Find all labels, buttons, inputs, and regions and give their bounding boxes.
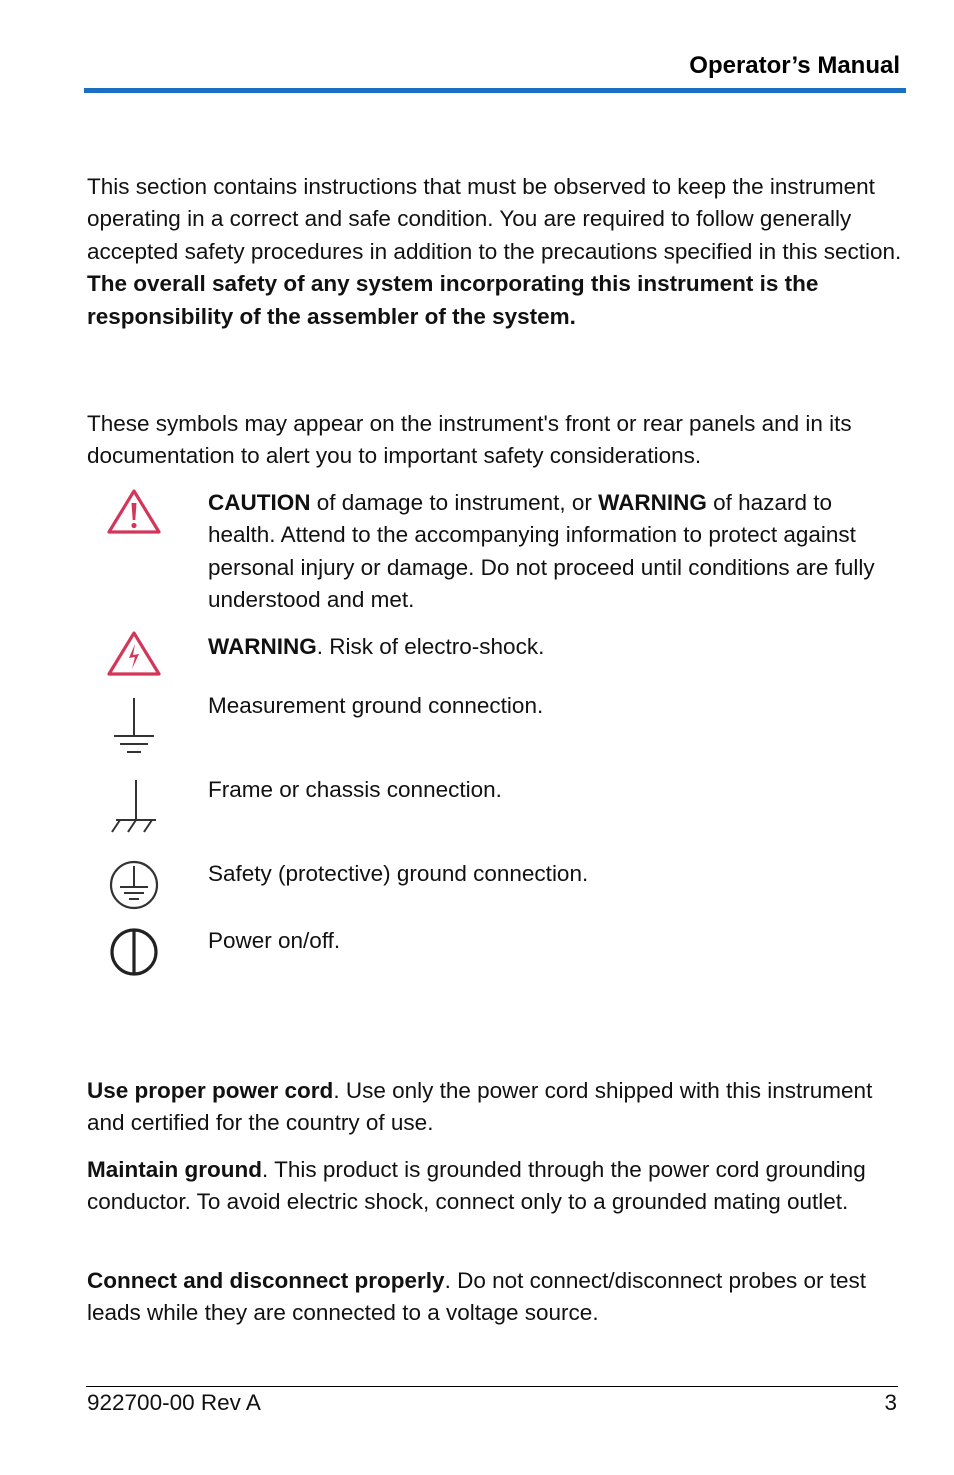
caution-text-1: of damage to instrument, or <box>310 490 599 515</box>
rule-connect-properly <box>87 1265 902 1330</box>
rule-maintain-ground <box>87 1154 902 1219</box>
measurement-ground-text: Measurement ground connection. <box>208 693 544 718</box>
intro-bold-text: The overall safety of any system incorporating this instrument is the responsibility of the assembler of the system. <box>87 271 819 329</box>
header-divider <box>84 88 906 93</box>
chassis-ground-icon <box>105 778 163 834</box>
chassis-text: Frame or chassis connection. <box>208 777 502 802</box>
intro-paragraph <box>87 171 902 333</box>
rule-power-cord-text: . Use only the power cord shipped with this instrument and certified for the country of use. <box>87 1078 873 1136</box>
rule-connect-properly-text: . Do not connect/disconnect probes or test leads while they are connected to a voltage source. <box>87 1268 867 1326</box>
shock-description <box>208 631 898 663</box>
shock-warning-label: WARNING <box>208 634 317 659</box>
rule-power-cord <box>87 1075 902 1140</box>
symbols-intro-paragraph: These symbols may appear on the instrument's front or rear panels and in its documentation to alert you to important safety considerations. <box>87 411 852 469</box>
caution-label: CAUTION <box>208 490 311 515</box>
protective-ground-text: Safety (protective) ground connection. <box>208 861 589 886</box>
rule-maintain-ground-text: . This product is grounded through the power cord grounding conductor. To avoid electric shock, connect only to a grounded mating outlet. <box>87 1157 866 1215</box>
power-text: Power on/off. <box>208 928 341 953</box>
caution-description <box>208 487 898 617</box>
rule-connect-properly-title: Connect and disconnect properly <box>87 1268 445 1293</box>
electric-shock-icon <box>105 629 163 677</box>
page-header-title: Operator’s Manual <box>689 52 900 79</box>
rule-maintain-ground-title: Maintain ground <box>87 1157 262 1182</box>
footer-page-number: 3 <box>884 1390 897 1415</box>
shock-text: . Risk of electro-shock. <box>316 634 545 659</box>
footer-doc-number: 922700-00 Rev A <box>87 1390 261 1415</box>
footer-divider <box>86 1386 898 1387</box>
rule-power-cord-title: Use proper power cord <box>87 1078 334 1103</box>
ground-icon <box>105 696 163 756</box>
caution-text-2: of hazard to health. Attend to the accompanying information to protect against personal injury or damage. Do not proceed until conditions are fully understood and met. <box>208 490 875 613</box>
warning-label: WARNING <box>598 490 707 515</box>
power-icon <box>105 925 163 979</box>
intro-text: This section contains instructions that must be observed to keep the instrument operating in a correct and safe condition. You are required to follow generally accepted safety procedures in addition to the precautions specified in this section. <box>87 174 902 264</box>
caution-triangle-icon <box>105 487 163 535</box>
protective-ground-icon <box>105 858 163 912</box>
